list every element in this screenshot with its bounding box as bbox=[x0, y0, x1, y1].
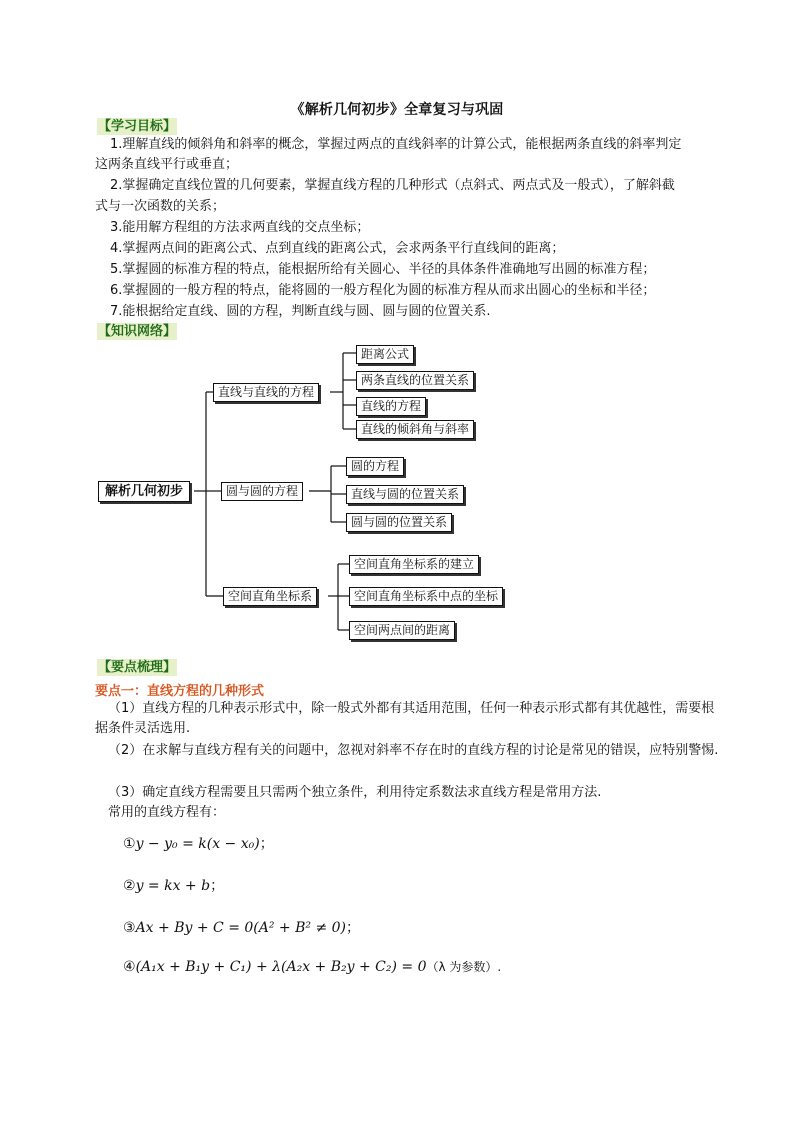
objective-line: 1.理解直线的倾斜角和斜率的概念，掌握过两点的直线斜率的计算公式，能根据两条直线的斜率判定 bbox=[110, 137, 682, 152]
network-leaf: 空间直角坐标系的建立 bbox=[349, 555, 479, 574]
objective-line: 7.能根据给定直线、圆的方程，判断直线与圆、圆与圆的位置关系. bbox=[110, 304, 491, 319]
keypoint-paragraph: （2）在求解与直线方程有关的问题中，忽视对斜率不存在时的直线方程的讨论是常见的错误，应特别警惕. bbox=[108, 743, 719, 758]
network-label: 【知识网络】 bbox=[98, 324, 177, 339]
network-leaf: 直线的方程 bbox=[356, 397, 426, 416]
objective-line: 这两条直线平行或垂直； bbox=[95, 157, 239, 172]
page-title: 《解析几何初步》全章复习与巩固 bbox=[290, 102, 504, 118]
objective-line: 3.能用解方程组的方法求两直线的交点坐标； bbox=[110, 220, 370, 235]
objective-line: 式与一次函数的关系； bbox=[95, 199, 226, 214]
network-branch: 空间直角坐标系 bbox=[223, 587, 317, 606]
keypoint-paragraph: （1）直线方程的几种表示形式中，除一般式外都有其适用范围，任何一种表示形式都有其优越性，需要根据条件灵活选用. bbox=[95, 701, 715, 736]
keypoint-paragraph: （3）确定直线方程需要且只需两个独立条件，利用待定系数法求直线方程是常用方法. bbox=[108, 785, 602, 800]
network-leaf: 圆与圆的位置关系 bbox=[346, 513, 452, 532]
network-root: 解析几何初步 bbox=[98, 481, 190, 502]
network-leaf: 空间两点间的距离 bbox=[349, 621, 455, 640]
network-branch: 直线与直线的方程 bbox=[213, 383, 319, 402]
network-leaf: 空间直角坐标系中点的坐标 bbox=[349, 587, 503, 606]
objective-line: 2.掌握确定直线位置的几何要素，掌握直线方程的几种形式（点斜式、两点式及一般式），了解斜截 bbox=[110, 178, 675, 193]
formula-line: ①y − y₀ = k(x − x₀)； bbox=[123, 836, 274, 852]
network-leaf: 圆的方程 bbox=[346, 457, 404, 476]
network-leaf: 两条直线的位置关系 bbox=[356, 371, 474, 390]
objectives-label: 【学习目标】 bbox=[98, 119, 177, 134]
formula-line: ④(A₁x + B₁y + C₁) + λ(A₂x + B₂y + C₂) = 0（λ 为参数）. bbox=[123, 959, 502, 975]
keypoints-label: 【要点梳理】 bbox=[98, 660, 177, 675]
keypoint-heading: 要点一：直线方程的几种形式 bbox=[95, 684, 265, 699]
network-branch: 圆与圆的方程 bbox=[221, 482, 303, 501]
keypoint-paragraph: 常用的直线方程有： bbox=[108, 805, 226, 820]
network-leaf: 直线与圆的位置关系 bbox=[346, 485, 464, 504]
objective-line: 4.掌握两点间的距离公式、点到直线的距离公式，会求两条平行直线间的距离； bbox=[110, 241, 565, 256]
objective-line: 6.掌握圆的一般方程的特点，能将圆的一般方程化为圆的标准方程从而求出圆心的坐标和半径； bbox=[110, 283, 656, 298]
formula-line: ②y = kx + b； bbox=[123, 878, 225, 894]
objective-line: 5.掌握圆的标准方程的特点，能根据所给有关圆心、半径的具体条件准确地写出圆的标准方程； bbox=[110, 262, 656, 277]
network-leaf: 直线的倾斜角与斜率 bbox=[356, 420, 474, 439]
formula-line: ③Ax + By + C = 0(A² + B² ≠ 0)； bbox=[123, 920, 360, 936]
network-leaf: 距离公式 bbox=[356, 345, 414, 364]
